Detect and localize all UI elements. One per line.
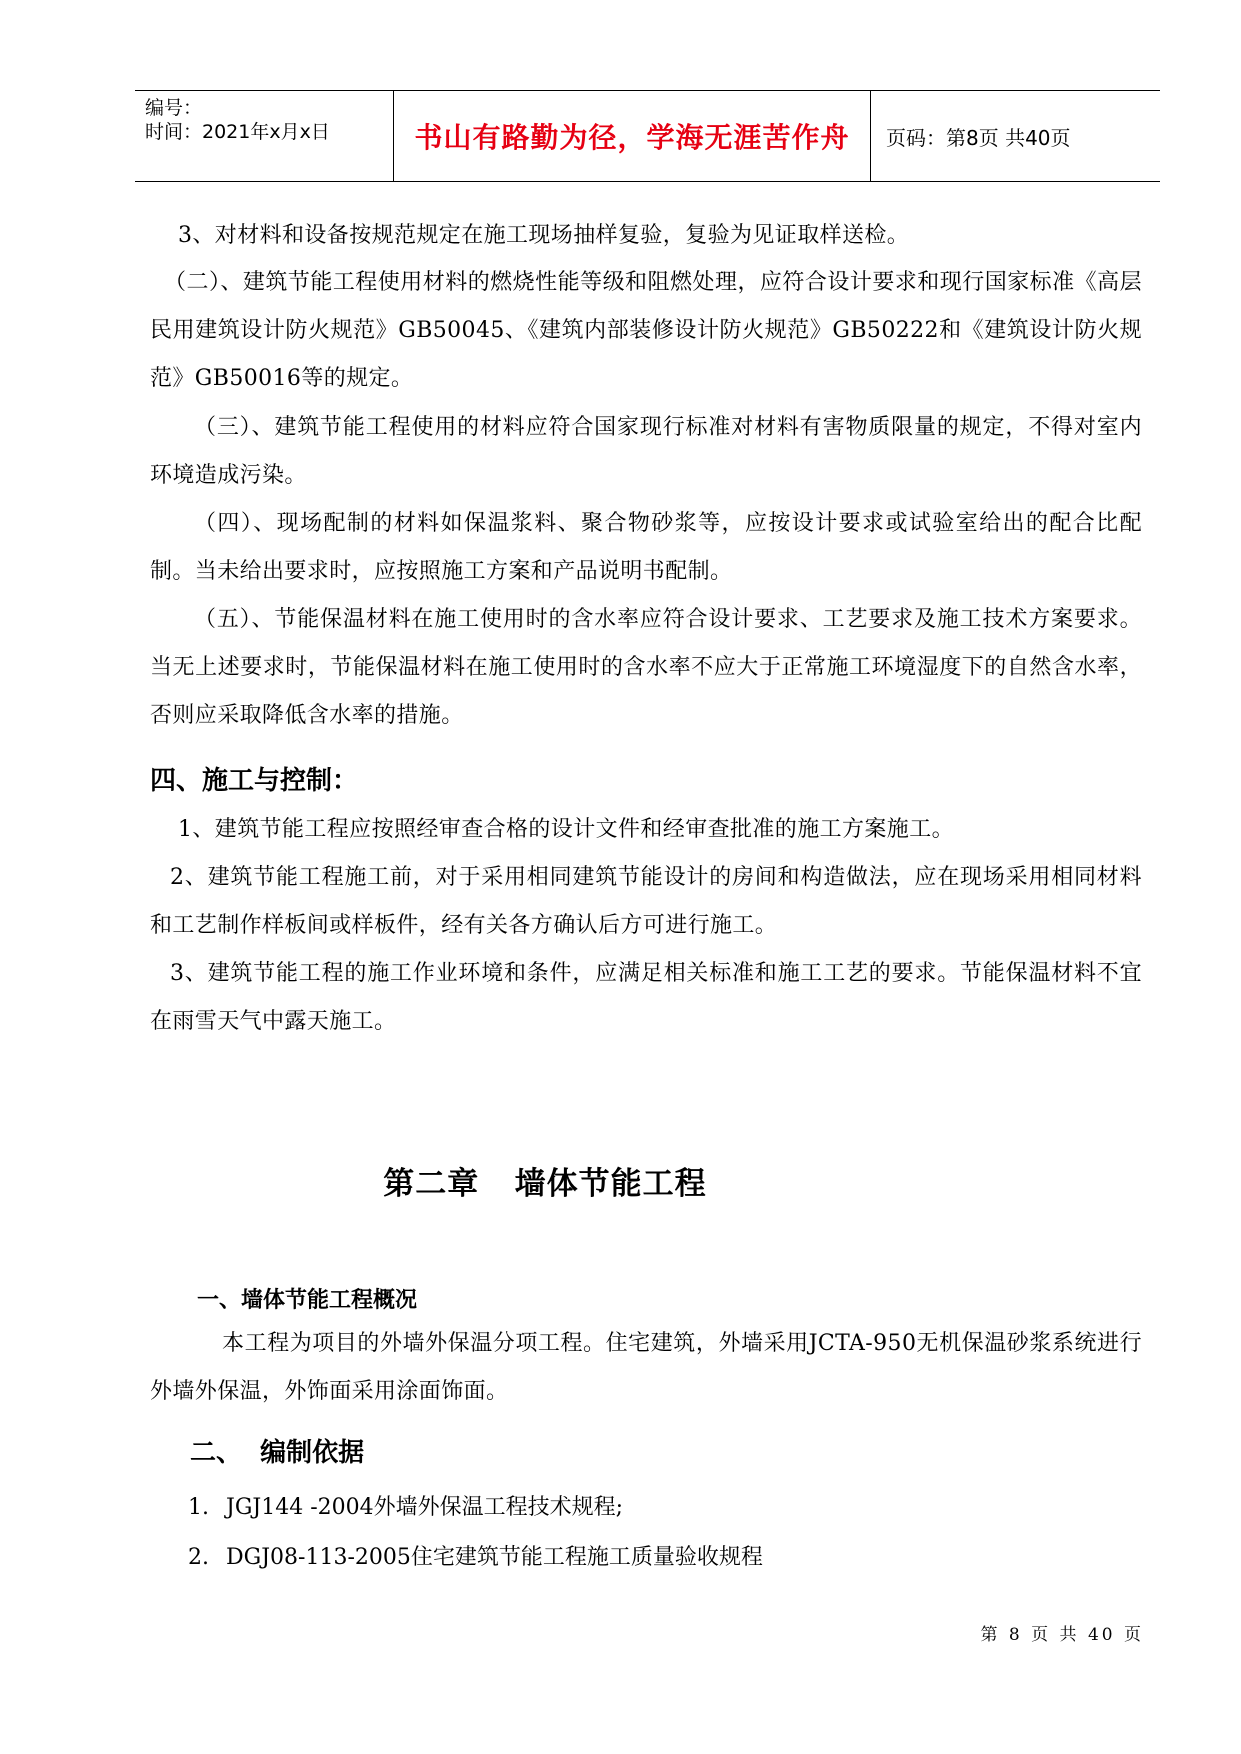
paragraph-fire-rating: （二）、建筑节能工程使用材料的燃烧性能等级和阻燃处理，应符合设计要求和现行国家标准《高层民用建筑设计防火规范》GB50045、《建筑内部装修设计防火规范》GB50222和《建筑设计防火规范》GB50016等的规定。 <box>150 270 1142 391</box>
header-motto-cell <box>394 91 871 181</box>
paragraph-site-mixing: （四）、现场配制的材料如保温浆料、聚合物砂浆等，应按设计要求或试验室给出的配合比配制。当未给出要求时，应按照施工方案和产品说明书配制。 <box>150 511 1142 584</box>
section-heading-construction-control: 四、施工与控制： <box>150 766 359 796</box>
paragraph-construction-design: 1、建筑节能工程应按照经审查合格的设计文件和经审查批准的施工方案施工。 <box>178 817 954 842</box>
document-number-label: 编号： <box>145 97 203 119</box>
header-page-code: 页码：第8页 共40页 <box>886 125 1071 150</box>
paragraph-material-recheck: 3、对材料和设备按规范规定在施工现场抽样复验，复验为见证取样送检。 <box>178 223 910 248</box>
subsection-heading-basis: 二、 编制依据 <box>190 1438 365 1468</box>
header-info-cell <box>135 91 394 181</box>
list-item-number: 2. <box>188 1545 209 1570</box>
paragraph-harmful-substances: （三）、建筑节能工程使用的材料应符合国家现行标准对材料有害物质限量的规定，不得对室内环境造成污染。 <box>150 415 1142 488</box>
list-item <box>188 1490 623 1521</box>
header-page-cell <box>872 91 1160 181</box>
paragraph-sample-room: 2、建筑节能工程施工前，对于采用相同建筑节能设计的房间和构造做法，应在现场采用相同材料和工艺制作样板间或样板件，经有关各方确认后方可进行施工。 <box>150 865 1142 938</box>
list-item-text: DGJ08-113-2005住宅建筑节能工程施工质量验收规程 <box>226 1545 763 1570</box>
document-time-label: 时间：2021年x月x日 <box>145 121 330 143</box>
subsection-heading-overview: 一、墙体节能工程概况 <box>197 1288 418 1313</box>
paragraph-work-environment: 3、建筑节能工程的施工作业环境和条件，应满足相关标准和施工工艺的要求。节能保温材料不宜在雨雪天气中露天施工。 <box>150 961 1142 1034</box>
paragraph-project-overview: 本工程为项目的外墙外保温分项工程。住宅建筑，外墙采用JCTA-950无机保温砂浆系统进行外墙外保温，外饰面采用涂面饰面。 <box>150 1331 1142 1404</box>
paragraph-moisture-content: （五）、节能保温材料在施工使用时的含水率应符合设计要求、工艺要求及施工技术方案要求。当无上述要求时，节能保温材料在施工使用时的含水率不应大于正常施工环境湿度下的自然含水率，否则应采取降低含水率的措施。 <box>150 607 1142 728</box>
list-item-text: JGJ144 -2004外墙外保温工程技术规程; <box>226 1495 624 1520</box>
header-motto: 书山有路勤为径，学海无涯苦作舟 <box>414 121 850 154</box>
list-item-number: 1. <box>188 1495 209 1520</box>
chapter-title: 第二章 墙体节能工程 <box>383 1166 707 1202</box>
page-header <box>135 90 1160 182</box>
list-item <box>188 1540 763 1571</box>
page-footer: 第 8 页 共 40 页 <box>980 1625 1144 1645</box>
